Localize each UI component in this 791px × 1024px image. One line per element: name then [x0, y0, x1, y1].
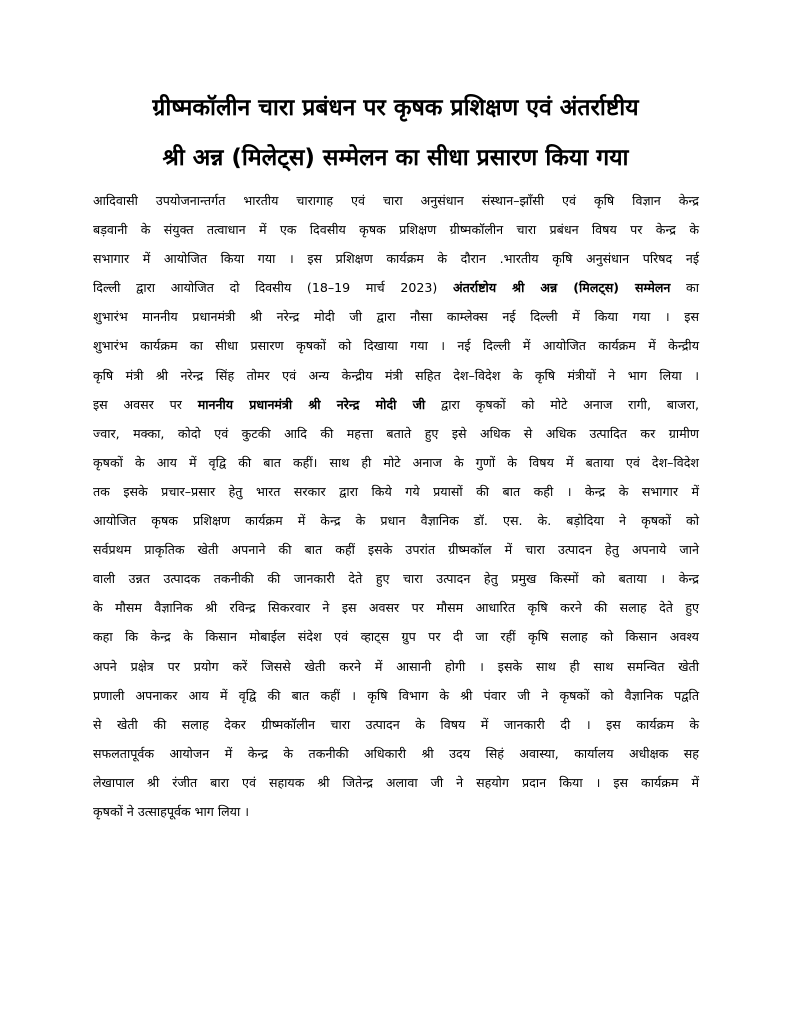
- body-line: [93, 681, 699, 710]
- body-line: [93, 215, 699, 244]
- body-line: [93, 506, 699, 535]
- body-text-bold: अंतर्राष्टोय श्री अन्न (मिलट्स) सम्मेलन: [452, 280, 671, 296]
- document-title-line-1: ग्रीष्मकॉलीन चारा प्रबंधन पर कृषक प्रशिक्षण एवं अंतर्राष्टीय: [152, 95, 639, 121]
- body-text-bold: माननीय प्रधानमंत्री श्री नरेन्द्र मोदी जी: [197, 396, 426, 412]
- document-body: [93, 186, 699, 826]
- body-line: [93, 535, 699, 564]
- body-text-segment: दिल्ली द्वारा आयोजित दो दिवसीय (18–19 मार्च 2023): [93, 280, 453, 296]
- body-text-segment: कृषकों के आय में वृद्वि की बात कहीं। साथ ही मोटे अनाज के गुणों के विषय में बताया एवं देश–विदेश: [93, 454, 699, 470]
- body-text-segment: सफलतापूर्वक आयोजन में केन्द्र के तकनीकी अधिकारी श्री उदय सिहं अवास्या, कार्यालय अधीक्षक सह: [93, 745, 699, 761]
- body-text-segment: वाली उन्नत उत्पादक तकनीकी की जानकारी देते हुए चारा उत्पादन हेतु प्रमुख किस्मों को बताया । केन्द्र: [93, 571, 699, 587]
- body-text-segment: कृषकों ने उत्साहपूर्वक भाग लिया ।: [93, 803, 250, 819]
- body-line: [93, 361, 699, 390]
- body-text-segment: बड़वानी के संयुक्त तत्वाधान में एक दिवसीय कृषक प्रशिक्षण ग्रीष्मकॉलीन चारा प्रबंधन विषय पर केन्द्र के: [93, 222, 699, 238]
- body-text-segment: से खेती की सलाह देकर ग्रीष्मकॉलीन चारा उत्पादन के विषय में जानकारी दी । इस कार्यक्रम के: [93, 716, 699, 732]
- body-line: [93, 390, 699, 419]
- body-text-segment: आदिवासी उपयोजनान्तर्गत भारतीय चारागाह एवं चारा अनुसंधान संस्थान–झाँसी एवं कृषि विज्ञान केन्द्र: [93, 193, 699, 208]
- body-text-segment: ज्वार, मक्का, कोदो एवं कुटकी आदि की महत्ता बताते हुए इसे अधिक से अधिक उत्पादित कर ग्रामीण: [93, 425, 699, 441]
- body-line: [93, 768, 699, 797]
- body-line: [93, 331, 699, 360]
- document-title-line-2: श्री अन्न (मिलेट्स) सम्मेलन का सीधा प्रसारण किया गया: [162, 145, 629, 171]
- body-line: [93, 797, 699, 826]
- body-line: [93, 652, 699, 681]
- body-line: [93, 419, 699, 448]
- body-text-segment: कृषि मंत्री श्री नरेन्द्र सिंह तोमर एवं अन्य केन्द्रीय मंत्री सहित देश–विदेश के कृषि मंत्रीयों ने भाग लिया ।: [93, 367, 699, 383]
- body-line: [93, 186, 699, 215]
- body-text-segment: प्रणाली अपनाकर आय में वृद्वि की बात कहीं । कृषि विभाग के श्री पंवार जी ने कृषकों को वैज्ञानिक पद्वति: [93, 687, 699, 703]
- body-line: [93, 710, 699, 739]
- body-text-segment: का: [670, 280, 699, 296]
- body-line: [93, 302, 699, 331]
- body-line: [93, 477, 699, 506]
- body-text-segment: के मौसम वैज्ञानिक श्री रविन्द्र सिकरवार ने इस अवसर पर मौसम आधारित कृषि करने की सलाह देते हुए: [93, 600, 699, 616]
- body-line: [93, 622, 699, 651]
- body-text-segment: आयोजित कृषक प्रशिक्षण कार्यक्रम में केन्द्र के प्रधान वैज्ञानिक डॉ. एस. के. बड़ोदिया ने कृषकों को: [93, 513, 699, 529]
- body-line: [93, 564, 699, 593]
- body-text-segment: शुभारंभ माननीय प्रधानमंत्री श्री नरेन्द्र मोदी जी द्वारा नौसा काम्लेक्स नई दिल्ली में किया गया । इस: [93, 309, 699, 325]
- body-text-segment: अपने प्रक्षेत्र पर प्रयोग करें जिससे खेती करने में आसानी होगी । इसके साथ ही साथ समन्वित खेती: [93, 658, 699, 674]
- body-text-segment: कहा कि केन्द्र के किसान मोबाईल संदेश एवं व्हाट्स ग्रुप पर दी जा रहीं कृषि सलाह को किसान अवश्य: [93, 629, 699, 645]
- body-text-segment: सभागार में आयोजित किया गया । इस प्रशिक्षण कार्यक्रम के दौरान .भारतीय कृषि अनुसंधान परिषद नई: [93, 251, 699, 267]
- body-text-segment: इस अवसर पर: [93, 396, 198, 412]
- body-line: [93, 244, 699, 273]
- body-line: [93, 448, 699, 477]
- body-line: [93, 739, 699, 768]
- body-text-segment: सर्वप्रथम प्राकृतिक खेती अपनाने की बात कहीं इसके उपरांत ग्रीष्मकॉल में चारा उत्पादन हेतु अपनाये जाने: [93, 542, 699, 558]
- body-text-segment: शुभारंभ कार्यक्रम का सीधा प्रसारण कृषकों को दिखाया गया । नई दिल्ली में आयोजित कार्यक्रम में केन्द्रीय: [93, 338, 699, 354]
- body-text-segment: द्वारा कृषकों को मोटे अनाज रागी, बाजरा,: [425, 396, 699, 412]
- body-text-segment: तक इसके प्रचार–प्रसार हेतु भारत सरकार द्वारा किये गये प्रयासों की बात कही । केन्द्र के सभागार में: [93, 483, 699, 499]
- body-text-segment: लेखापाल श्री रंजीत बारा एवं सहायक श्री जितेन्द्र अलावा जी ने सहयोग प्रदान किया । इस कार्यक्रम में: [93, 774, 699, 790]
- body-line: [93, 593, 699, 622]
- body-line: [93, 273, 699, 302]
